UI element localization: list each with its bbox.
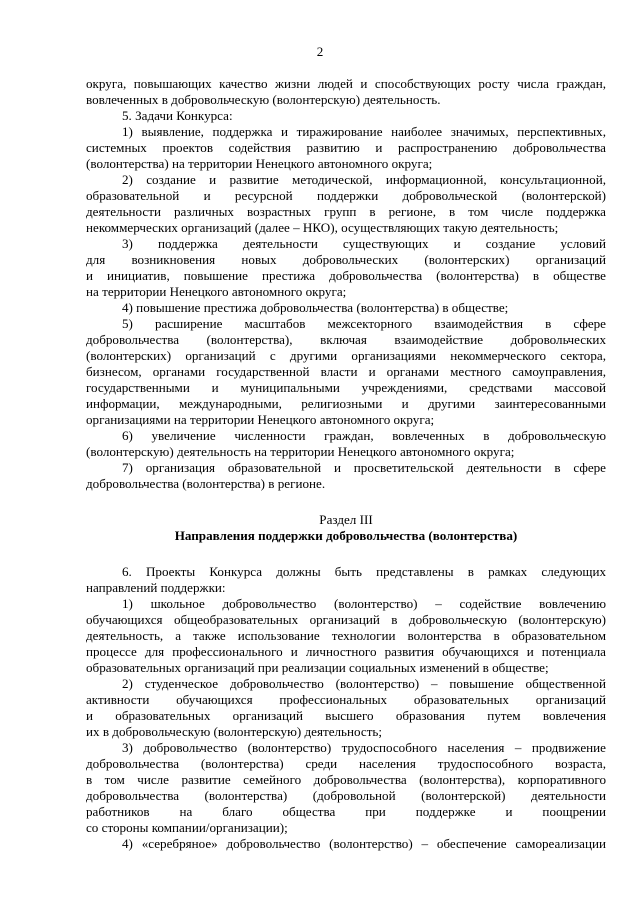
text-line: деятельность, а также использование технологии волонтерства в образовательном: [86, 628, 606, 643]
text-line: работников на благо общества при поддержке и поощрении: [86, 804, 606, 819]
task-item: [86, 172, 606, 236]
text-line: 3) добровольчество (волонтерство) трудоспособного населения – продвижение: [122, 740, 606, 755]
text-line: (волонтерскую) деятельность на территории Ненецкого автономного округа;: [86, 444, 515, 459]
task-item: [86, 316, 606, 428]
text-line: государственными и муниципальными учреждениями, средствами массовой: [86, 380, 606, 395]
directions-intro: [86, 564, 606, 596]
text-line: 2) создание и развитие методической, информационной, консультационной,: [122, 172, 606, 187]
intro-paragraph: [86, 76, 606, 108]
text-line: 7) организация образовательной и просветительской деятельности в сфере: [122, 460, 606, 475]
text-line: 1) школьное добровольчество (волонтерство) – содействие вовлечению: [122, 596, 606, 611]
text-line: образовательных организаций при реализации социальных изменений в обществе;: [86, 660, 549, 675]
text-line: системных проектов содействия развитию и распространению добровольчества: [86, 140, 606, 155]
direction-item: [86, 596, 606, 676]
text-line: бизнесом, органами государственной власти и органами местного самоуправления,: [86, 364, 606, 379]
text-line: 5) расширение масштабов межсекторного взаимодействия в сфере: [122, 316, 606, 331]
text-line: для возникновения новых добровольческих (волонтерских) организаций: [86, 252, 606, 267]
section-label: Раздел III: [319, 512, 373, 527]
text-line: информации, международными, религиозными и другими заинтересованными: [86, 396, 606, 411]
task-item: [86, 236, 606, 300]
text-line: 3) поддержка деятельности существующих и создание условий: [122, 236, 606, 251]
task-item: [86, 300, 606, 316]
text-line: округа, повышающих качество жизни людей и способствующих росту числа граждан,: [86, 76, 606, 91]
text-line: добровольчества (волонтерства), включая взаимодействие добровольческих: [86, 332, 606, 347]
text-line: их в добровольческую (волонтерскую) деятельность;: [86, 724, 383, 739]
text-line: со стороны компании/организации);: [86, 820, 288, 835]
text-line: добровольчества (волонтерства) среди населения трудоспособного возраста,: [86, 756, 606, 771]
tasks-heading: 5. Задачи Конкурса:: [122, 108, 233, 123]
text-line: деятельности различных возрастных групп в регионе, в том числе поддержка: [86, 204, 606, 219]
text-line: активности обучающихся профессиональных образовательных организаций: [86, 692, 606, 707]
text-line: 6) увеличение численности граждан, вовлеченных в добровольческую: [122, 428, 606, 443]
text-line: процессе для профессионального и личностного развития обучающихся и потенциала: [86, 644, 606, 659]
direction-item: [86, 740, 606, 836]
text-line: организациями на территории Ненецкого автономного округа;: [86, 412, 435, 427]
direction-item: [86, 676, 606, 740]
direction-item: [86, 836, 606, 852]
text-line: 4) повышение престижа добровольчества (волонтерства) в обществе;: [122, 300, 509, 315]
text-line: и инициатив, повышение престижа добровольчества (волонтерства) в обществе: [86, 268, 606, 283]
task-item: [86, 460, 606, 492]
text-line: вовлеченных в добровольческую (волонтерскую) деятельность.: [86, 92, 441, 107]
section-title: Направления поддержки добровольчества (волонтерства): [174, 528, 518, 543]
text-line: направлений поддержки:: [86, 580, 226, 595]
text-line: (волонтерских) организаций с другими организациями некоммерческого сектора,: [86, 348, 606, 363]
text-line: обучающихся общеобразовательных организаций в добровольческую (волонтерскую): [86, 612, 606, 627]
text-line: 4) «серебряное» добровольчество (волонтерство) – обеспечение самореализации: [122, 836, 606, 851]
text-line: образовательной и ресурсной поддержки добровольческой (волонтерской): [86, 188, 606, 203]
task-item: [86, 124, 606, 172]
text-line: 6. Проекты Конкурса должны быть представлены в рамках следующих: [122, 564, 606, 579]
text-line: 1) выявление, поддержка и тиражирование наиболее значимых, перспективных,: [122, 124, 606, 139]
document-body: [86, 76, 606, 852]
text-line: некоммерческих организаций (далее – НКО), осуществляющих такую деятельность;: [86, 220, 559, 235]
text-line: на территории Ненецкого автономного округа;: [86, 284, 347, 299]
text-line: и образовательных организаций высшего образования путем вовлечения: [86, 708, 606, 723]
task-item: [86, 428, 606, 460]
text-line: в том числе развитие семейного добровольчества (волонтерства), корпоративного: [86, 772, 606, 787]
text-line: добровольчества (волонтерства) (добровольной (волонтерской) деятельности: [86, 788, 606, 803]
text-line: 2) студенческое добровольчество (волонтерство) – повышение общественной: [122, 676, 606, 691]
page-number: 2: [316, 44, 324, 59]
text-line: добровольчества (волонтерства) в регионе.: [86, 476, 326, 491]
text-line: (волонтерства) на территории Ненецкого автономного округа;: [86, 156, 433, 171]
